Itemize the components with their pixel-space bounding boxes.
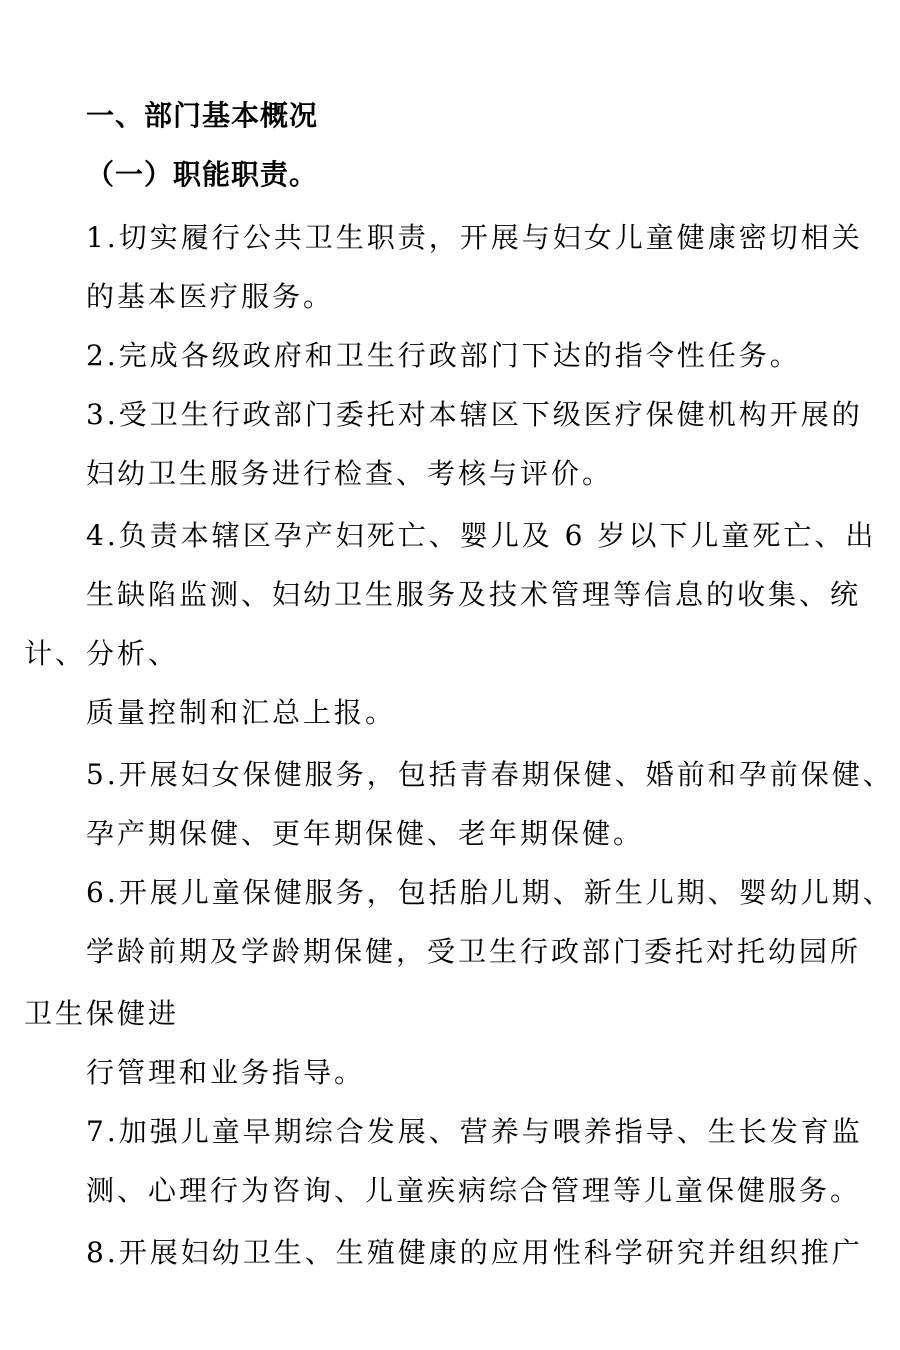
paragraph-line: 生缺陷监测、妇幼卫生服务及技术管理等信息的收集、统 <box>86 578 862 611</box>
section-heading: 一、部门基本概况 <box>86 99 319 132</box>
paragraph-line: 6.开展儿童保健服务，包括胎儿期、新生儿期、婴幼儿期、 <box>86 876 894 909</box>
paragraph-line: 卫生保健进 <box>24 997 180 1030</box>
paragraph-line: 5.开展妇女保健服务，包括青春期保健、婚前和孕前保健、 <box>86 758 894 791</box>
paragraph-line: 8.开展妇幼卫生、生殖健康的应用性科学研究并组织推广 <box>86 1236 863 1269</box>
paragraph-line: 7.加强儿童早期综合发展、营养与喂养指导、生长发育监 <box>86 1115 863 1148</box>
subsection-heading: （一）职能职责。 <box>86 158 319 191</box>
paragraph-line: 学龄前期及学龄期保健，受卫生行政部门委托对托幼园所 <box>86 935 862 968</box>
paragraph-line: 行管理和业务指导。 <box>86 1056 366 1089</box>
paragraph-line: 的基本医疗服务。 <box>86 280 335 313</box>
paragraph-line: 计、分析、 <box>24 637 180 670</box>
paragraph-line: 3.受卫生行政部门委托对本辖区下级医疗保健机构开展的 <box>86 398 863 431</box>
paragraph-line: 4.负责本辖区孕产妇死亡、婴儿及 6 岁以下儿童死亡、出 <box>86 519 877 552</box>
paragraph-line: 孕产期保健、更年期保健、老年期保健。 <box>86 817 645 850</box>
paragraph-line: 质量控制和汇总上报。 <box>86 696 397 729</box>
paragraph-line: 1.切实履行公共卫生职责，开展与妇女儿童健康密切相关 <box>86 221 863 254</box>
paragraph-line: 妇幼卫生服务进行检查、考核与评价。 <box>86 457 614 490</box>
paragraph-line: 2.完成各级政府和卫生行政部门下达的指令性任务。 <box>86 339 801 372</box>
paragraph-line: 测、心理行为咨询、儿童疾病综合管理等儿童保健服务。 <box>86 1174 862 1207</box>
